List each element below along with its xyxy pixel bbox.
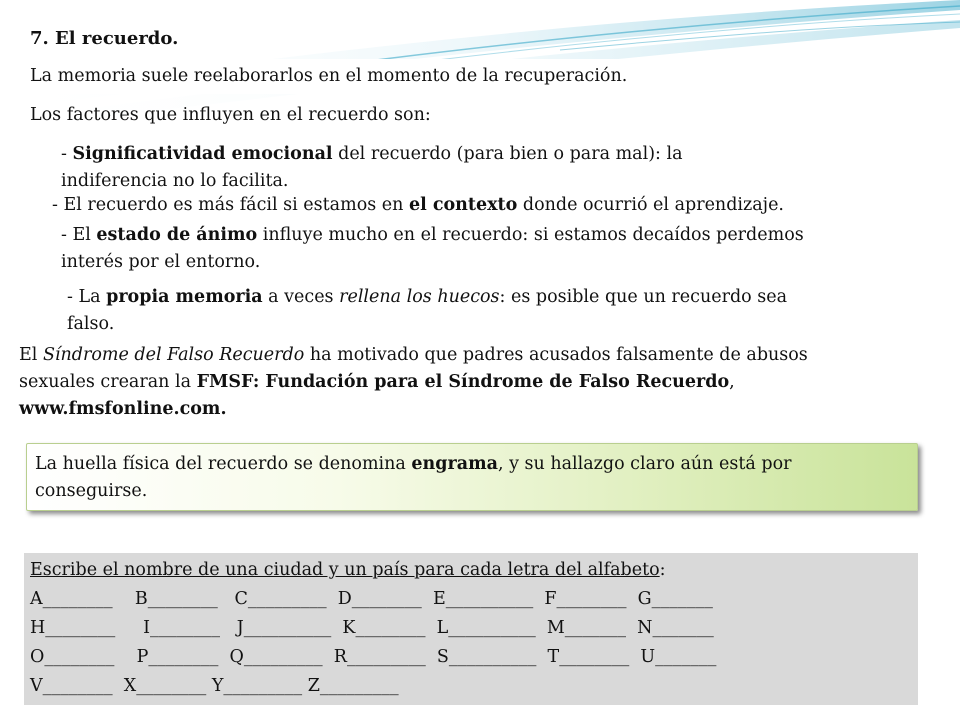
task-row-1 [30,585,918,614]
factor3-prefix: - El [61,225,97,245]
letter-blank: C_________ [234,589,327,609]
engrama-callout [26,443,918,511]
letter-blank: O________ [30,647,115,667]
factores-intro: Los factores que influyen en el recuerdo son: [30,105,431,125]
factor4-bold: propia memoria [106,287,263,307]
slide-title: 7. El recuerdo. [24,20,268,58]
factor3-bold: estado de ánimo [96,225,258,245]
sindrome-italic: Síndrome del Falso Recuerdo [42,345,305,365]
task-colon: : [659,560,666,580]
factor2-prefix: - El recuerdo es más fácil si estamos en [52,195,409,215]
factor1-rest: del recuerdo (para bien o para mal): la [332,144,683,164]
engrama-p3: conseguirse. [35,481,148,501]
task-title: Escribe el nombre de una ciudad y un país para cada letra del alfabeto [30,560,660,580]
factor1-rest2: indiferencia no lo facilita. [61,171,289,191]
engrama-p2: , y su hallazgo claro aún está por [497,454,792,474]
sindrome-bold: FMSF: Fundación para el Síndrome de Falso Recuerdo [196,372,730,392]
task-row-4 [30,672,918,701]
factor1-bold: Significatividad emocional [72,144,333,164]
factor1-prefix: - [61,144,73,164]
letter-blank: S__________ [436,647,537,667]
letter-blank: D________ [337,589,422,609]
factor4-rest: : es posible que un recuerdo sea [499,287,788,307]
factor2-rest: donde ocurrió el aprendizaje. [517,195,784,215]
letter-blank: Q_________ [229,647,323,667]
letter-blank: A________ [30,589,113,609]
factor4-italic: rellena los huecos [339,287,500,307]
sindrome-p3: sexuales crearan la [19,372,197,392]
letter-blank: U_______ [640,647,717,667]
factor4-rest2: falso. [67,314,115,334]
task-row-3 [30,643,918,672]
letter-blank: F________ [544,589,627,609]
letter-blank: T________ [547,647,630,667]
letter-blank: E__________ [432,589,534,609]
factor4-prefix: - La [67,287,107,307]
alphabet-task-box [24,553,918,705]
sindrome-p2: ha motivado que padres acusados falsamente de abusos [304,345,808,365]
letter-blank: B________ [134,589,218,609]
letter-blank: L__________ [436,618,536,638]
letter-blank: M_______ [546,618,627,638]
letter-blank: I________ [143,618,221,638]
letter-blank: J__________ [236,618,332,638]
factor2-bold: el contexto [408,195,518,215]
factor4-middle: a veces [262,287,340,307]
factor-significatividad [61,141,881,195]
engrama-bold: engrama [411,454,498,474]
factor-contexto [52,192,784,219]
factor-estado-animo [61,222,931,276]
letter-blank: X________ [123,676,207,696]
letter-blank: P________ [136,647,219,667]
factor-propia-memoria [67,284,917,338]
task-row-2 [30,614,918,643]
factor3-rest: influye mucho en el recuerdo: si estamos decaídos perdemos [257,225,804,245]
memoria-text: La memoria suele reelaborarlos en el momento de la recuperación. [24,59,834,94]
sindrome-p1: El [19,345,43,365]
sindrome-p4: , [729,372,735,392]
letter-blank: H________ [30,618,116,638]
letter-blank: N_______ [637,618,714,638]
letter-blank: G_______ [637,589,713,609]
factor3-rest2: interés por el entorno. [61,252,261,272]
engrama-p1: La huella física del recuerdo se denomina [35,454,412,474]
fmsf-url: www.fmsfonline.com. [19,399,227,419]
letter-blank: R_________ [333,647,426,667]
letter-blank: Z_________ [307,676,399,696]
sindrome-paragraph [19,342,934,423]
letter-blank: K________ [342,618,426,638]
letter-blank: V________ [30,676,113,696]
letter-blank: Y_________ [211,676,303,696]
